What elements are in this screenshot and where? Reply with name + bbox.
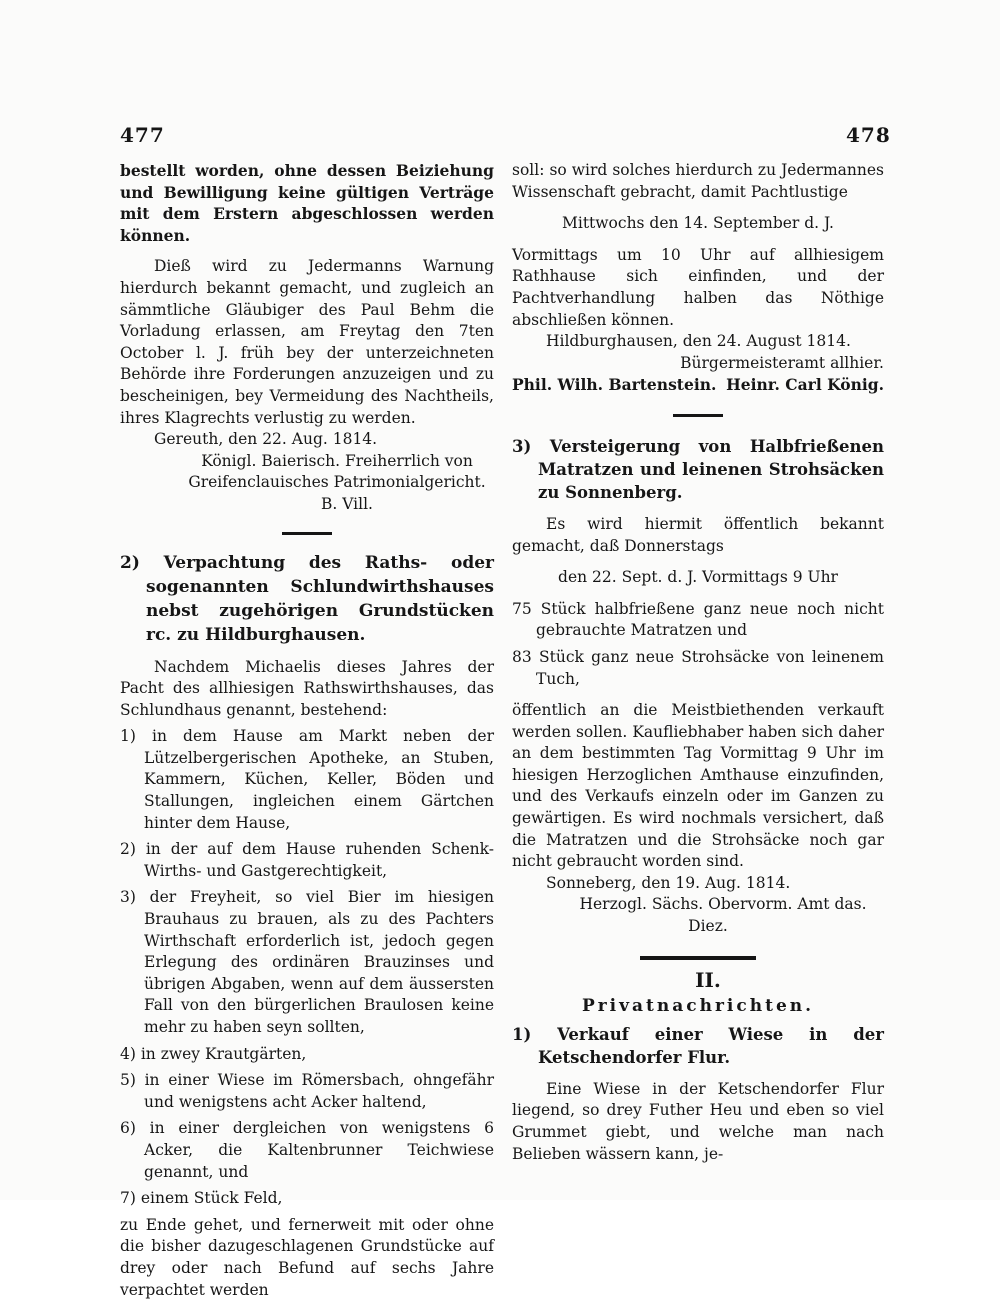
divider-rule <box>673 414 723 417</box>
list-item: 5) in einer Wiese im Römersbach, ohngefähr und wenigstens acht Acker haltend, <box>120 1071 494 1111</box>
right-office: Bürgermeisteramt allhier. <box>680 353 884 372</box>
right-terms: öffentlich an die Meistbiethenden verkauft werden sollen. Kaufliebhaber haben sich daher an dem bestimmten Tag Vormittag 9 Uhr im hiesigen Herzoglichen Amthause einzufinden, und des Verkaufs einzeln oder im Ganzen zu gewärtigen. Es wird nochmals versichert, daß die Matratzen und die Strohsäcke noch gar nicht gebraucht worden sind. <box>512 701 884 871</box>
notice-3-heading: 3) Versteigerung von Halbfrießenen Matratzen und leinenen Strohsäcken zu Sonnenberg. <box>512 436 884 502</box>
private-notice-1-body: Eine Wiese in der Ketschendorfer Flur liegend, so drey Futher Heu und eben so viel Grummet giebt, und welche man nach Belieben wässern kann, je- <box>512 1079 884 1163</box>
list-item: 3) der Freyheit, so viel Bier im hiesigen Brauhaus zu brauen, als zu des Pachters Wirthschaft erforderlich ist, jedoch gegen Erlegung des ordinären Brauzinses und übrigen Abgaben, wenn auf dem äussersten Fall von den bürgerlichen Braulosen keine mehr zu haben seyn sollten, <box>120 888 494 1036</box>
signature-right: Heinr. Carl König. <box>726 375 884 395</box>
right-place-date-2: Sonneberg, den 19. Aug. 1814. <box>546 873 791 892</box>
left-authority: Königl. Baierisch. Freiherrlich von Greifenclauisches Patrimonialgericht. <box>188 451 486 492</box>
left-column <box>120 160 494 1301</box>
list-item: 6) in einer dergleichen von wenigstens 6 Acker, die Kaltenbrunner Teichwiese genannt, und <box>120 1119 494 1181</box>
page-number-right: 478 <box>846 123 891 147</box>
right-announce: Es wird hiermit öffentlich bekannt gemacht, daß Donnerstags <box>512 514 884 555</box>
right-place-date: Hildburghausen, den 24. August 1814. <box>546 332 851 351</box>
notice-2-heading: 2) Verpachtung des Raths- oder sogenannten Schlundwirthshauses nebst zugehörigen Grundstücken rc. zu Hildburghausen. <box>120 552 494 645</box>
right-meeting: Vormittags um 10 Uhr auf allhiesigem Rathhause sich einfinden, und der Pachtverhandlung halben das Nöthige abschließen können. <box>512 245 884 329</box>
divider-rule <box>282 532 332 535</box>
list-item: 75 Stück halbfrießene ganz neue noch nicht gebrauchte Matratzen und <box>512 599 884 640</box>
list-item: 1) in dem Hause am Markt neben der Lützelbergerischen Apotheke, an Stuben, Kammern, Küchen, Keller, Böden und Stallungen, ingleichen einem Gärtchen hinter dem Hause, <box>120 727 494 832</box>
right-column <box>512 160 884 1165</box>
section-rule <box>640 956 756 960</box>
left-lead: Nachdem Michaelis dieses Jahres der Pacht des allhiesigen Rathswirthshauses, das Schlundhaus genannt, bestehend: <box>120 657 494 719</box>
left-intro: bestellt worden, ohne dessen Beiziehung und Bewilligung keine gültigen Verträge mit dem Erstern abgeschlossen werden können. <box>120 161 494 245</box>
signature-left: Phil. Wilh. Bartenstein. <box>512 375 717 395</box>
signature-row <box>512 374 884 396</box>
right-signature-2: Diez. <box>688 917 728 936</box>
left-closing: zu Ende gehet, und fernerweit mit oder ohne die bisher dazugeschlagenen Grundstücke auf drey oder nach Befund auf sechs Jahre verpachtet werden <box>120 1215 494 1299</box>
list-item: 2) in der auf dem Hause ruhenden Schenk-Wirths- und Gastgerechtigkeit, <box>120 840 494 880</box>
section-number: II. <box>695 967 721 992</box>
private-notice-1-heading: 1) Verkauf einer Wiese in der Ketschendorfer Flur. <box>512 1024 884 1067</box>
right-intro: soll: so wird solches hierdurch zu Jedermannes Wissenschaft gebracht, damit Pachtlustige <box>512 161 884 201</box>
left-notice: Dieß wird zu Jedermanns Warnung hierdurch bekannt gemacht, und zugleich an sämmtliche Gläubiger des Paul Behm die Vorladung erlassen, am Freytag den 7ten October l. J. früh bey der unterzeichneten Behörde ihre Forderungen anzuzeigen und zu bescheinigen, bey Vermeidung des Nachtheils, ihres Klagrechts verlustig zu werden. <box>120 257 494 427</box>
right-office-2: Herzogl. Sächs. Obervorm. Amt das. <box>579 895 867 914</box>
right-date-line: Mittwochs den 14. September d. J. <box>562 214 834 233</box>
left-place-date: Gereuth, den 22. Aug. 1814. <box>154 430 378 449</box>
left-signature: B. Vill. <box>321 494 373 513</box>
section-title: Privatnachrichten. <box>581 996 815 1017</box>
list-item: 83 Stück ganz neue Strohsäcke von leinenem Tuch, <box>512 647 884 688</box>
page-number-left: 477 <box>120 123 165 147</box>
right-auction-date: den 22. Sept. d. J. Vormittags 9 Uhr <box>558 568 838 587</box>
list-item: 4) in zwey Krautgärten, <box>120 1044 307 1063</box>
list-item: 7) einem Stück Feld, <box>120 1189 283 1208</box>
